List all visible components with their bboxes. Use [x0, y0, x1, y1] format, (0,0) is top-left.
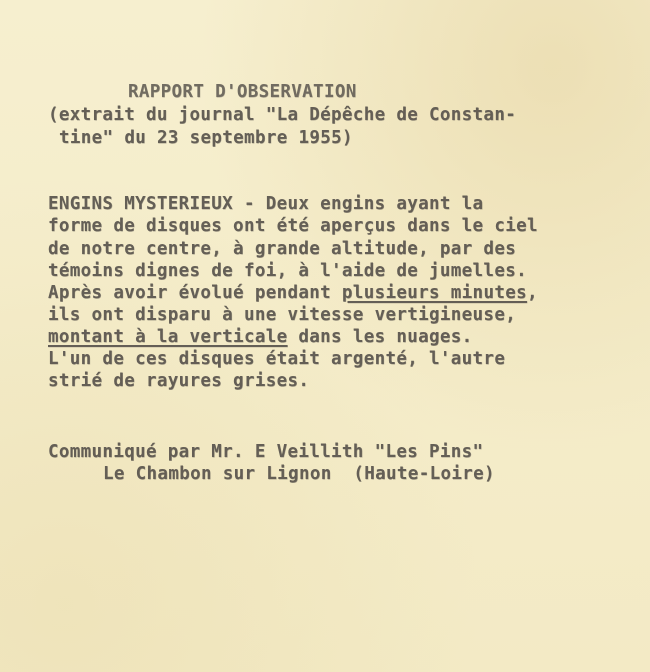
underlined-text: plusieurs minutes [341, 283, 527, 303]
article-text: , [526, 283, 538, 303]
source-line-1: (extrait du journal "La Dépêche de Constan- [48, 105, 517, 125]
article-line: de notre centre, à grande altitude, par des [48, 239, 517, 259]
location-line: Le Chambon sur Lignon (Haute-Loire) [103, 464, 495, 484]
article-line: ils ont disparu à une vitesse vertigineuse, [48, 305, 517, 325]
article-line [48, 326, 473, 348]
article-line: ENGINS MYSTERIEUX - Deux engins ayant la [48, 194, 484, 214]
communicated-by: Communiqué par Mr. E Veillith "Les Pins" [48, 442, 484, 462]
article-line: témoins dignes de foi, à l'aide de jumelles. [48, 261, 527, 281]
underlined-text: montant à la verticale [48, 327, 288, 347]
article-line: strié de rayures grises. [48, 371, 310, 391]
article-text: Après avoir évolué pendant [48, 283, 342, 303]
report-title: RAPPORT D'OBSERVATION [128, 82, 357, 102]
article-line: L'un de ces disques était argenté, l'autre [48, 349, 506, 369]
source-line-2: tine" du 23 septembre 1955) [59, 128, 353, 148]
article-line: forme de disques ont été aperçus dans le ciel [48, 216, 538, 236]
article-text: dans les nuages. [287, 327, 473, 347]
article-line [48, 282, 538, 304]
